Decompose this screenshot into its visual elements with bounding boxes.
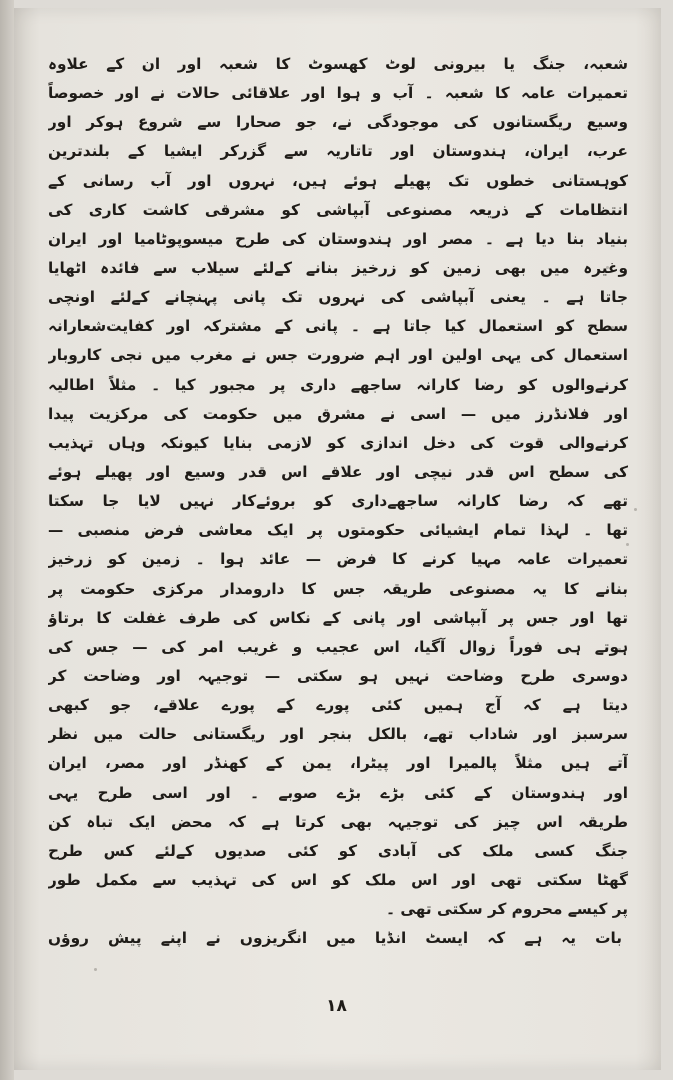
text-line: تھا ۔ لہذا تمام ایشیائی حکومتوں پر ایک معاشی فرض منصبی —: [48, 521, 628, 540]
text-line: جاتا ہے ۔ یعنی آبپاشی کی نہروں تک پانی پہنچانے کےلئے اونچی: [48, 288, 628, 307]
paper-speckle: [634, 508, 637, 511]
text-line: کوہستانی خطوں تک پھیلے ہوئے ہیں، نہروں اور آب رسانی کے: [48, 171, 628, 190]
text-line: آتے ہیں مثلاً پالمیرا اور پیٹرا، یمن کے کھنڈر اور مصر، ایران: [48, 754, 628, 773]
text-line: انتظامات کے ذریعہ مصنوعی آبپاشی کو مشرقی کاشت کاری کی: [48, 200, 628, 219]
text-line: اور فلانڈرز میں — اسی نے مشرق میں حکومت کی مرکزیت پیدا: [48, 404, 628, 423]
text-line: تعمیرات عامہ مہیا کرنے کا فرض — عائد ہوا ۔ زمین کو زرخیز: [48, 550, 628, 569]
text-line: تعمیرات عامہ کا شعبہ ۔ آب و ہوا اور علاقائی حالات نے اور خصوصاً: [48, 84, 628, 103]
body-text: [48, 50, 628, 953]
text-line: طریقہ اس چیز کی توجیہہ بھی کرتا ہے کہ محض ایک تباہ کن: [48, 812, 628, 831]
text-line: استعمال کی یہی اولین اور اہم ضرورت جس نے مغرب میں نجی کاروبار: [48, 346, 628, 365]
text-line: شعبہ، جنگ یا بیرونی لوٹ کھسوٹ کا شعبہ اور ان کے علاوہ: [48, 55, 628, 73]
text-line: بنانے کا یہ مصنوعی طریقہ جس کا دارومدار مرکزی حکومت پر: [48, 579, 628, 598]
paper-speckle: [94, 968, 97, 971]
text-line: بنیاد بنا دیا ہے ۔ مصر اور ہندوستان کی طرح میسوپوٹامیا اور ایران: [48, 229, 628, 248]
text-line: اور ہندوستان کے کئی بڑے بڑے صوبے ۔ اور اسی طرح یہی: [48, 783, 628, 802]
text-line: وغیرہ میں بھی زمین کو زرخیز بنانے کےلئے سیلاب سے فائدہ اٹھایا: [48, 258, 628, 277]
text-line: تھے کہ رضا کارانہ ساجھےداری کو بروئےکار نہیں لایا جا سکتا: [48, 492, 628, 511]
text-line: وسیع ریگستانوں کی موجودگی نے، جو صحارا سے شروع ہوکر اور: [48, 113, 628, 132]
text-line: جنگ کسی ملک کی آبادی کو کئی صدیوں کےلئے کس طرح: [48, 841, 628, 860]
text-line: دیتا ہے کہ آج ہمیں کئی پورے کے پورے علاقے، جو کبھی: [48, 696, 628, 715]
text-line: ہوتے ہی فوراً زوال آگیا، اس عجیب و غریب امر کی — جس کی: [48, 637, 628, 656]
text-line: گھٹا سکتی تھی اور اس ملک کو اس کی تہذیب سے مکمل طور: [48, 870, 628, 889]
page-number: ۱۸: [326, 996, 347, 1016]
text-line: سطح کو استعمال کیا جاتا ہے ۔ پانی کے مشترکہ اور کفایت‌شعارانہ: [48, 317, 628, 336]
text-line: تھا اور جس پر آبپاشی اور پانی کے نکاس کی طرف غفلت کا برتاؤ: [48, 608, 628, 627]
text-line: سرسبز اور شاداب تھے، بالکل بنجر اور ریگستانی حالت میں نظر: [48, 725, 628, 744]
text-line: پر کیسے محروم کر سکتی تھی ۔: [386, 900, 628, 919]
text-line: دوسری طرح وضاحت نہیں ہو سکتی — توجیہہ اور وضاحت کر: [48, 666, 628, 685]
text-line: عرب، ایران، ہندوستان اور تاتاریہ سے گزرکر ایشیا کے بلندترین: [48, 142, 628, 161]
binding-edge: [0, 0, 14, 1080]
text-line: بات یہ ہے کہ ایسٹ انڈیا میں انگریزوں نے اپنے پیش رو‌ؤں: [48, 929, 622, 948]
text-line: کی سطح اس قدر نیچی اور علاقے اس قدر وسیع اور پھیلے ہوئے: [48, 462, 628, 481]
text-line: کرنےوالوں کو رضا کارانہ ساجھے داری پر مجبور کیا ۔ مثلاً اطالیہ: [48, 375, 628, 394]
text-line: کرنےوالی قوت کی دخل اندازی کو لازمی بنایا کیونکہ وہاں تہذیب: [48, 433, 628, 452]
